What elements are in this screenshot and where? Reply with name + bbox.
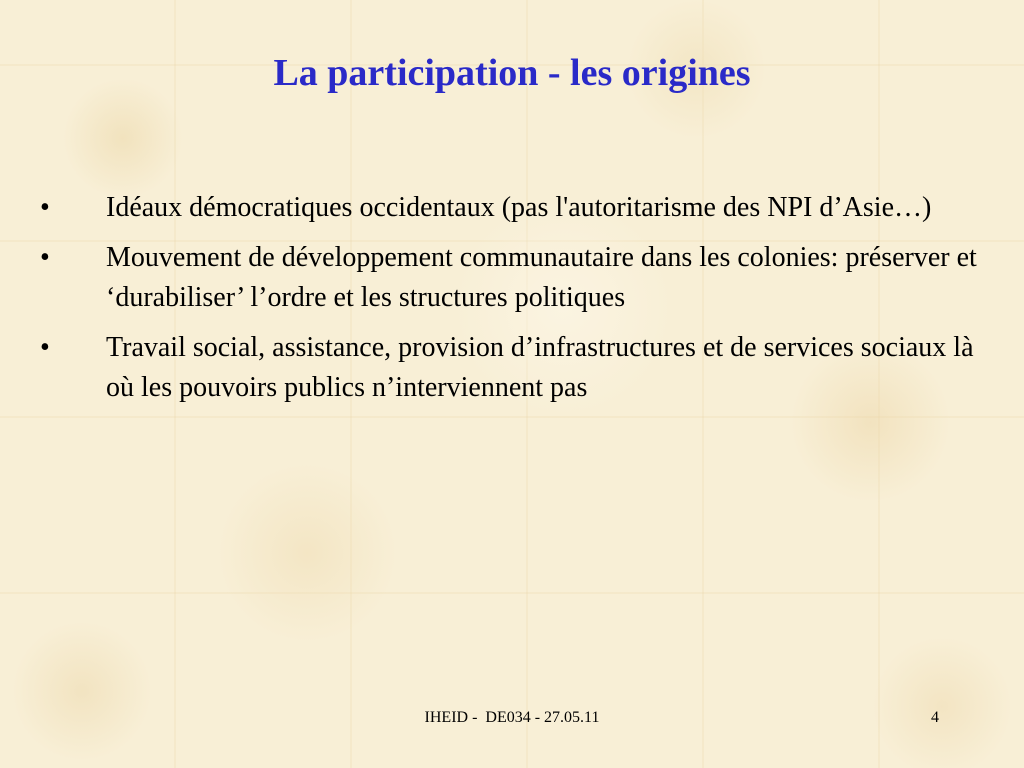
- bullet-icon: •: [40, 332, 50, 363]
- footer-text: IHEID - DE034 - 27.05.11: [424, 709, 600, 726]
- list-item: [40, 238, 980, 318]
- bullet-list: [40, 188, 980, 418]
- bullet-text: Idéaux démocratiques occidentaux (pas l'autoritarisme des NPI d’Asie…): [106, 192, 932, 223]
- bullet-icon: •: [40, 192, 50, 223]
- bullet-text: Travail social, assistance, provision d’infrastructures et de services sociaux là où les pouvoirs publics n’interviennent pas: [106, 332, 974, 403]
- slide-title: La participation - les origines: [273, 52, 751, 94]
- list-item: [40, 328, 980, 408]
- bullet-icon: •: [40, 242, 50, 273]
- bullet-text: Mouvement de développement communautaire dans les colonies: préserver et ‘durabiliser’ l’ordre et les structures politiques: [106, 242, 977, 313]
- page-number: 4: [931, 709, 939, 726]
- list-item: [40, 188, 980, 228]
